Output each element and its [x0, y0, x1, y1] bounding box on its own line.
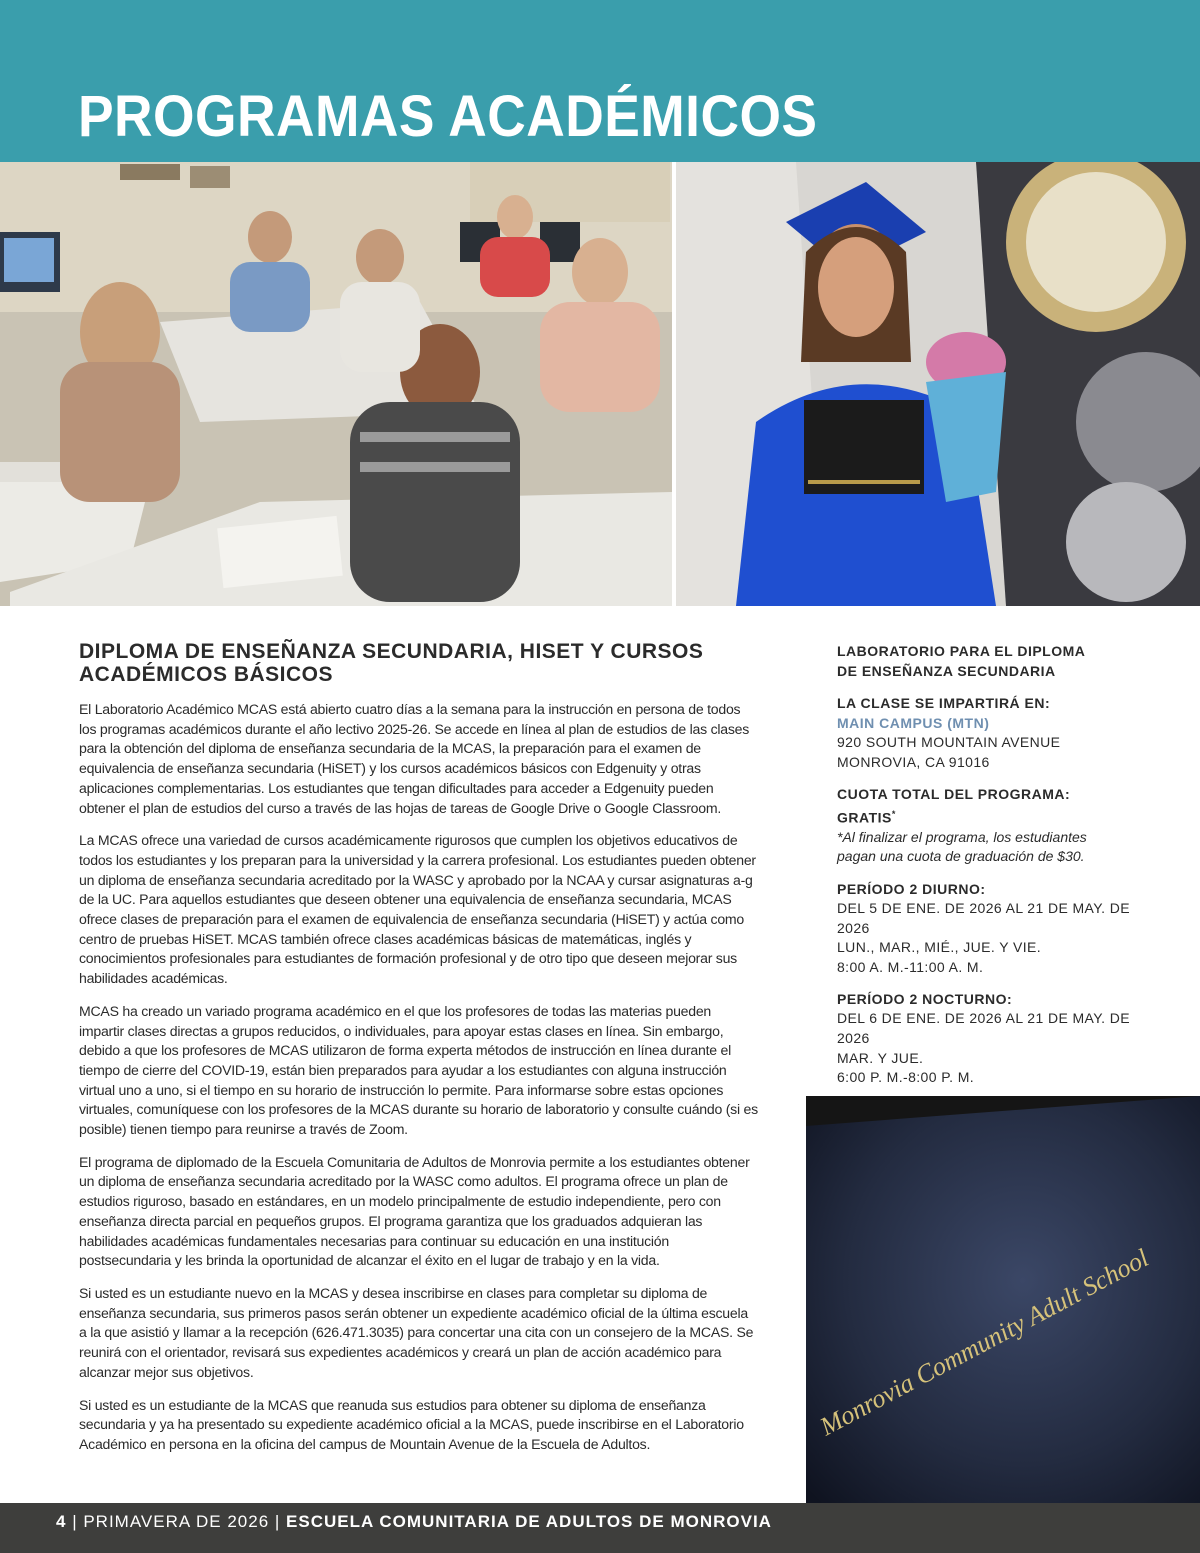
- fee-note: *Al finalizar el programa, los estudiantes: [837, 828, 1087, 845]
- night-period-label: PERÍODO 2 NOCTURNO:: [837, 991, 1013, 1008]
- night-time: 6:00 P. M.-8:00 P. M.: [837, 1069, 975, 1086]
- fee-label: CUOTA TOTAL DEL PROGRAMA:: [837, 786, 1071, 803]
- body-paragraph: Si usted es un estudiante de la MCAS que reanuda sus estudios para obtener su diploma de enseñanza secundaria y ya ha presentado su expediente académico oficial a la MCAS, puede inscribirse en el Laboratorio Académico en persona en la oficina del campus de Mountain Avenue de la Escuela de Adultos.: [79, 1396, 744, 1452]
- program-info-sidebar: [837, 641, 1157, 1100]
- night-dates: DEL 6 DE ENE. DE 2026 AL 21 DE MAY. DE 2026: [837, 1010, 1130, 1046]
- footer-school-name: ESCUELA COMUNITARIA DE ADULTOS DE MONROVIA: [286, 1512, 772, 1531]
- address-line: 920 SOUTH MOUNTAIN AVENUE: [837, 734, 1061, 750]
- fee-asterisk: *: [891, 809, 896, 820]
- day-period-label: PERÍODO 2 DIURNO:: [837, 881, 986, 898]
- fee-block: [837, 784, 1157, 867]
- graduate-photo: [676, 162, 1200, 606]
- classroom-photo: [0, 162, 672, 606]
- fee-value: GRATIS*: [837, 809, 896, 826]
- page-number: 4: [56, 1512, 67, 1531]
- footer: 4 | PRIMAVERA DE 2026 | ESCUELA COMUNITARIA DE ADULTOS DE MONROVIA: [56, 1512, 772, 1531]
- day-time: 8:00 A. M.-11:00 A. M.: [837, 958, 984, 975]
- page-title: PROGRAMAS ACADÉMICOS: [78, 84, 818, 149]
- body-paragraph: La MCAS ofrece una variedad de cursos académicamente rigurosos que cumplen los objetivos educativos de todos los estudiantes y los preparan para la universidad y la carrera profesional. Los estudiantes pueden obtener un diploma de enseñanza secundaria acreditado por la WASC y aprobado por la NCAA y cursar asignaturas a-g de la UC. Para aquellos estudiantes que deseen obtener una equivalencia de enseñanza secundaria, MCAS ofrece clases de preparación para el examen de equivalencia de enseñanza secundaria (HiSET) y actúa como centro de pruebas HiSET. MCAS también ofrece clases académicas básicas de matemáticas, inglés y conocimientos profesionales para estudiantes de formación profesional y de otro tipo que deseen mejorar sus habilidades académicas.: [79, 832, 756, 987]
- location-label: LA CLASE SE IMPARTIRÁ EN:: [837, 695, 1051, 711]
- night-days: MAR. Y JUE.: [837, 1049, 924, 1066]
- night-schedule-block: [837, 989, 1157, 1087]
- section-heading: DIPLOMA DE ENSEÑANZA SECUNDARIA, HISET Y CURSOS ACADÉMICOS BÁSICOS: [79, 640, 704, 686]
- main-column: [79, 640, 759, 1468]
- day-days: LUN., MAR., MIÉ., JUE. Y VIE.: [837, 939, 1042, 956]
- address-line: MONROVIA, CA 91016: [837, 753, 990, 770]
- body-paragraph: El programa de diplomado de la Escuela Comunitaria de Adultos de Monrovia permite a los estudiantes obtener un diploma de enseñanza secundaria acreditado por la WASC como adultos. El programa ofrece un plan de estudios riguroso, basado en estándares, en un modelo principalmente de estudio independiente, pero con enseñanza directa parcial en pequeños grupos. El programa garantiza que los graduados adquieran las habilidades académicas fundamentales necesarias para continuar su educación en una institución postsecundaria y les brinda la oportunidad de alcanzar el éxito en el lugar de trabajo y en la vida.: [79, 1153, 750, 1269]
- campus-link[interactable]: MAIN CAMPUS (MTN): [837, 715, 990, 731]
- diploma-embossed-text: Monrovia Community Adult School: [815, 1243, 1154, 1442]
- body-paragraph: MCAS ha creado un variado programa académico en el que los profesores de todas las materias pueden impartir clases directas a grupos reducidos, o individuales, para apoyar estas clases en línea. Sin embargo, debido a que los profesores de MCAS utilizaron de forma experta métodos de instrucción en línea durante el tiempo de cierre del COVID-19, están bien preparados para ayudar a los estudiantes con alguna instrucción virtual uno a uno, si el tiempo en su horario de instrucción lo permite. Para informarse sobre estas opciones virtuales, comuníquese con los profesores de la MCAS durante su horario de laboratorio y consulte cuándo (si es posible) tienen tiempo para reunirse a través de Zoom.: [79, 1002, 758, 1138]
- body-paragraph: Si usted es un estudiante nuevo en la MCAS y desea inscribirse en clases para completar su diploma de enseñanza secundaria, sus primeros pasos serán obtener un expediente académico oficial de la última escuela a la que asistió y llamar a la recepción (626.471.3035) para concertar una cita con un consejero de la MCAS. Se reunirá con el orientador, revisará sus expedientes académicos y creará un plan de acción académico para alcanzar mejor sus objetivos.: [79, 1284, 754, 1380]
- sidebar-title: LABORATORIO PARA EL DIPLOMA DE ENSEÑANZA SECUNDARIA: [837, 643, 1086, 679]
- day-dates: DEL 5 DE ENE. DE 2026 AL 21 DE MAY. DE 2026: [837, 900, 1130, 936]
- footer-season: PRIMAVERA DE 2026: [83, 1512, 270, 1531]
- location-block: [837, 693, 1157, 772]
- diploma-cover-photo: [806, 1096, 1200, 1506]
- day-schedule-block: [837, 879, 1157, 977]
- fee-note: pagan una cuota de graduación de $30.: [837, 848, 1085, 865]
- body-paragraph: El Laboratorio Académico MCAS está abierto cuatro días a la semana para la instrucción en persona de todos los programas académicos durante el año lectivo 2025-26. Se accede en línea al plan de estudios de las clases para la obtención del diploma de enseñanza secundaria de la MCAS, la preparación para el examen de equivalencia de enseñanza secundaria (HiSET) y los cursos académicos básicos con Edgenuity y otras aplicaciones complementarias. Los estudiantes que tengan dificultades para acceder a Edgenuity pueden obtener el plan de estudios del curso a través de las hojas de tareas de Google Drive o Google Classroom.: [79, 701, 750, 816]
